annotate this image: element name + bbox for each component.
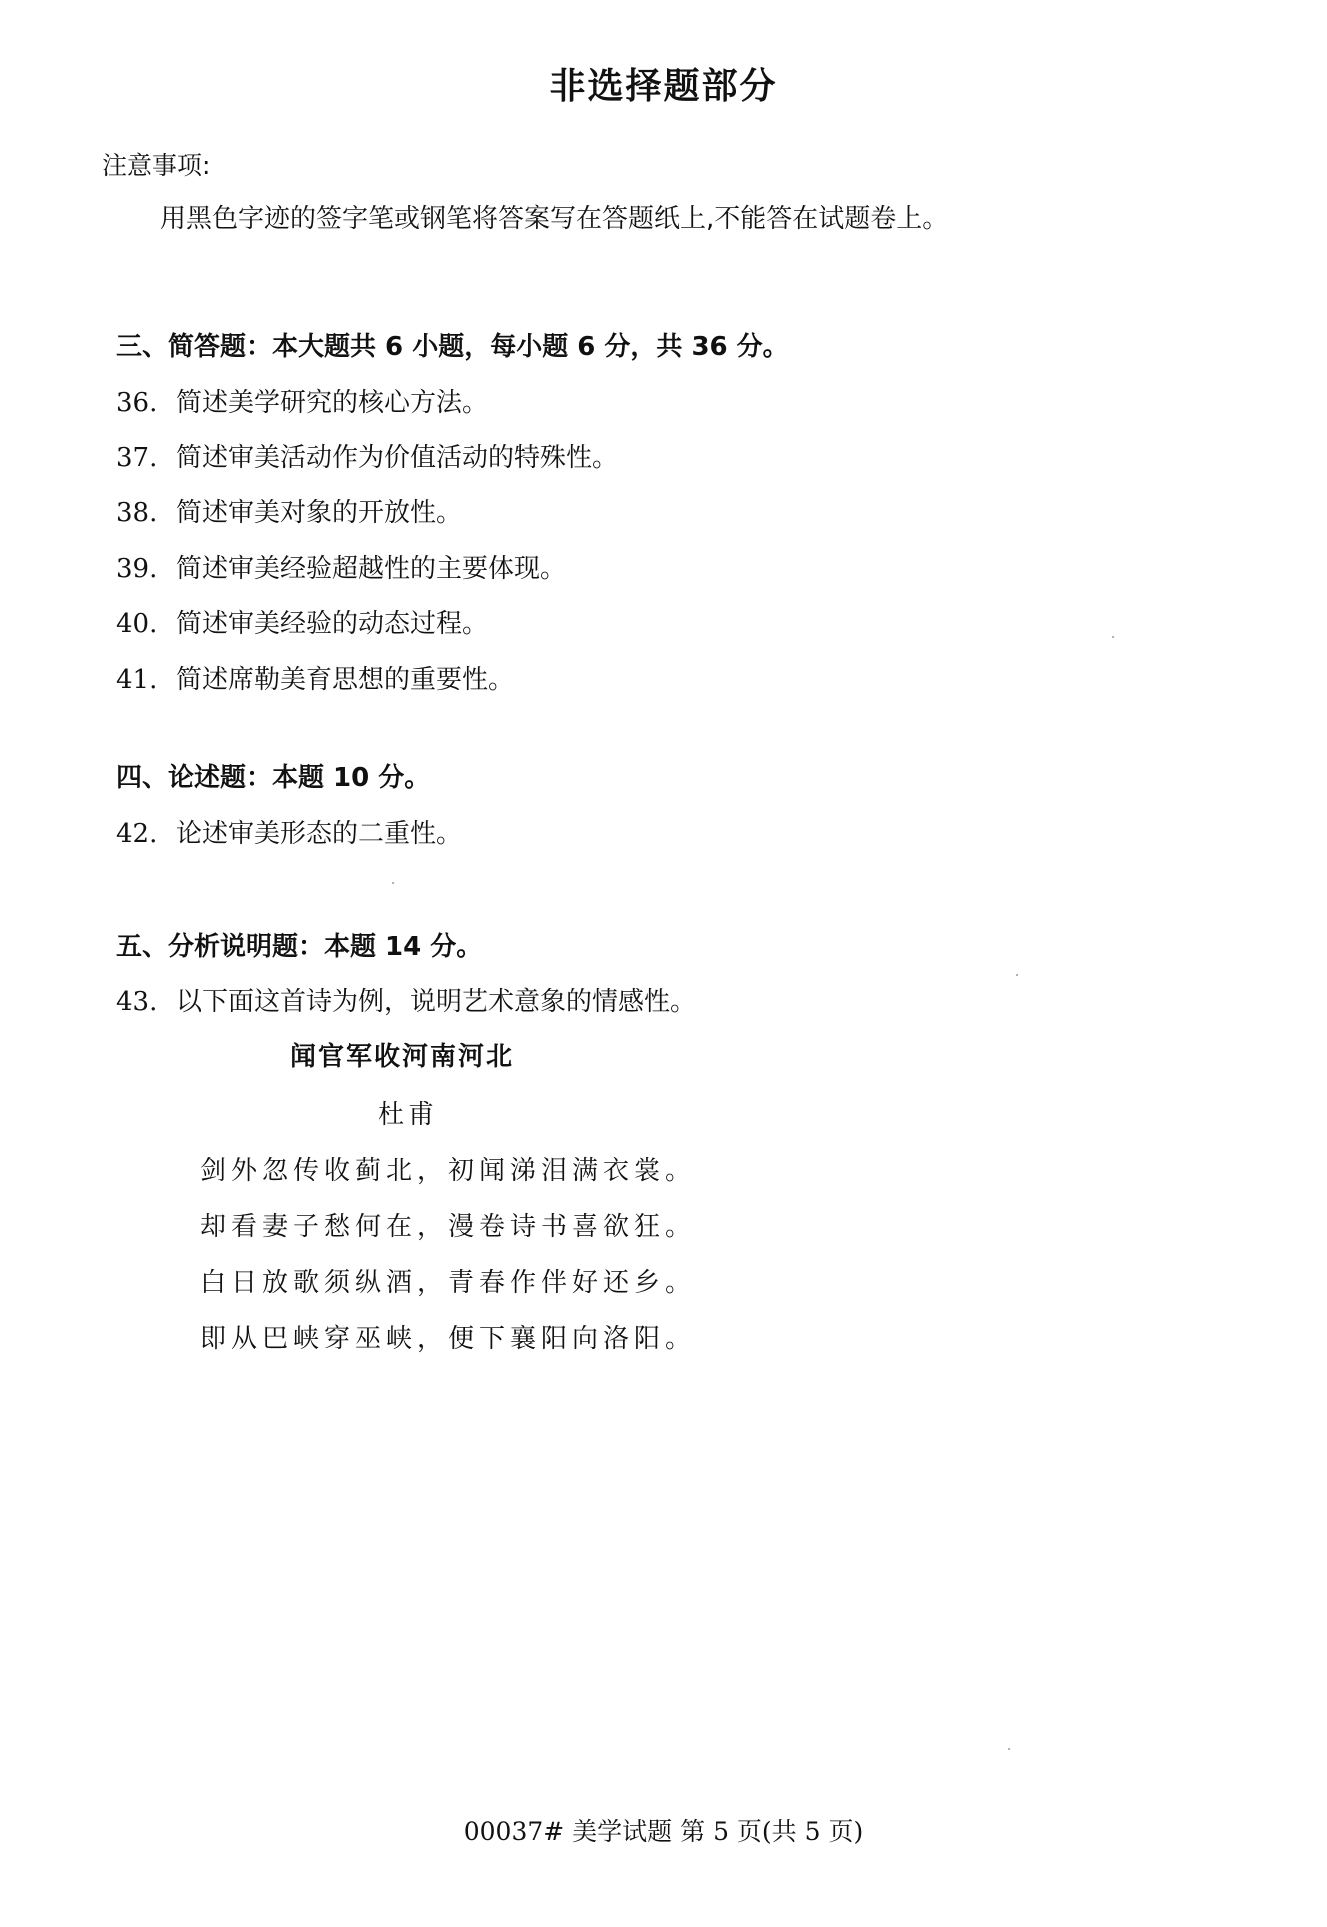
question-text: 简述美学研究的核心方法。 <box>176 388 489 418</box>
poem-line-4: 即从巴峡穿巫峡，便下襄阳向洛阳。 <box>200 1324 697 1354</box>
scan-speck <box>392 882 394 884</box>
question-41 <box>116 659 514 696</box>
question-number: 40. <box>116 609 158 639</box>
section-heading-essay: 四、论述题：本题 10 分。 <box>116 763 431 793</box>
poem-author: 杜甫 <box>378 1100 439 1130</box>
scan-speck <box>1016 974 1018 976</box>
question-42 <box>116 813 462 850</box>
question-text: 以下面这首诗为例，说明艺术意象的情感性。 <box>176 987 697 1017</box>
question-number: 43. <box>116 987 158 1017</box>
poem-line-2: 却看妻子愁何在，漫卷诗书喜欲狂。 <box>200 1212 697 1242</box>
poem-line-1: 剑外忽传收蓟北，初闻涕泪满衣裳。 <box>200 1156 697 1186</box>
poem-line-3: 白日放歌须纵酒，青春作伴好还乡。 <box>200 1268 697 1298</box>
question-text: 简述审美经验的动态过程。 <box>176 609 489 639</box>
question-text: 简述席勒美育思想的重要性。 <box>176 665 515 695</box>
question-40 <box>116 603 488 640</box>
question-number: 38. <box>116 498 158 528</box>
scan-speck <box>1112 636 1114 638</box>
question-36 <box>116 382 488 419</box>
question-38 <box>116 492 462 529</box>
notice-text: 用黑色字迹的签字笔或钢笔将答案写在答题纸上,不能答在试题卷上。 <box>160 204 949 234</box>
notice-heading: 注意事项: <box>102 151 211 180</box>
question-text: 论述审美形态的二重性。 <box>176 819 463 849</box>
question-number: 39. <box>116 554 158 584</box>
question-37 <box>116 437 618 474</box>
question-number: 36. <box>116 388 158 418</box>
question-text: 简述审美活动作为价值活动的特殊性。 <box>176 443 619 473</box>
question-number: 42. <box>116 819 158 849</box>
question-number: 41. <box>116 665 158 695</box>
question-43 <box>116 981 696 1018</box>
question-number: 37. <box>116 443 158 473</box>
question-39 <box>116 548 566 585</box>
poem-title: 闻官军收河南河北 <box>290 1042 515 1072</box>
page-title: 非选择题部分 <box>549 66 778 107</box>
page-footer: 00037# 美学试题 第 5 页(共 5 页) <box>463 1817 864 1846</box>
scan-speck <box>1008 1748 1010 1750</box>
section-heading-analysis: 五、分析说明题：本题 14 分。 <box>116 932 483 962</box>
section-heading-short-answer: 三、简答题：本大题共 6 小题，每小题 6 分，共 36 分。 <box>116 332 789 362</box>
question-text: 简述审美对象的开放性。 <box>176 498 463 528</box>
question-text: 简述审美经验超越性的主要体现。 <box>176 554 567 584</box>
